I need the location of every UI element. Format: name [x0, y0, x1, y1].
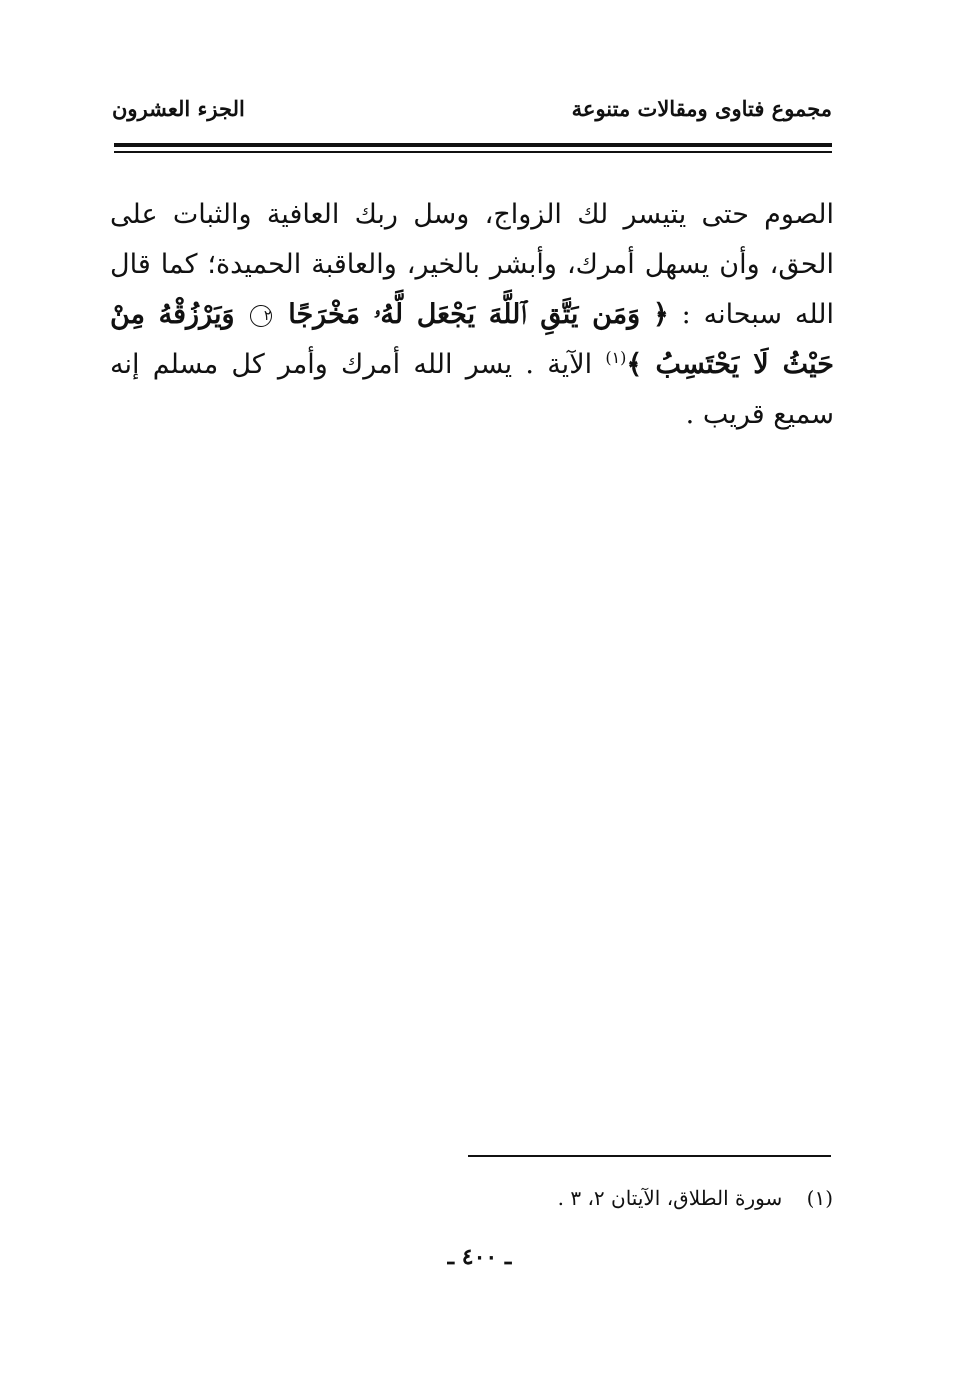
footnote-separator [468, 1155, 831, 1157]
running-header [112, 96, 832, 136]
ornate-bracket-open: ﴿ [652, 299, 669, 330]
footnote-reference[interactable]: (١) [605, 348, 627, 367]
ornate-bracket-close: ﴾ [626, 349, 643, 380]
footnote-number: (١) [806, 1186, 833, 1210]
footnote-text: سورة الطلاق، الآيتان ٢، ٣ . [557, 1186, 783, 1210]
header-rule-thin [114, 151, 832, 153]
quran-verse-part-1: وَمَن يَتَّقِ ٱللَّهَ يَجْعَل لَّهُۥ مَخْرَجًا [288, 299, 641, 330]
ayah-number-marker: ٢ [250, 305, 272, 327]
quran-verse-part-2: وَيَرْزُقْهُ مِنْ حَيْثُ لَا يَحْتَسِبُ [110, 299, 834, 380]
text-after-verse: الآية . يسر الله أمرك وأمر كل مسلم إنه سميع قريب . [110, 349, 834, 430]
main-paragraph [110, 190, 834, 440]
footnote [558, 1186, 833, 1210]
text-before-verse: الصوم حتى يتيسر لك الزواج، وسل ربك العافية والثبات على الحق، وأن يسهل أمرك، وأبشر بالخير، والعاقبة الحميدة؛ كما قال الله سبحانه : [110, 199, 834, 330]
series-title: مجموع فتاوى ومقالات متنوعة [571, 96, 832, 121]
volume-label: الجزء العشرون [112, 96, 245, 121]
header-rule-thick [114, 143, 832, 147]
page-number: ـ ٤٠٠ ـ [447, 1244, 512, 1270]
